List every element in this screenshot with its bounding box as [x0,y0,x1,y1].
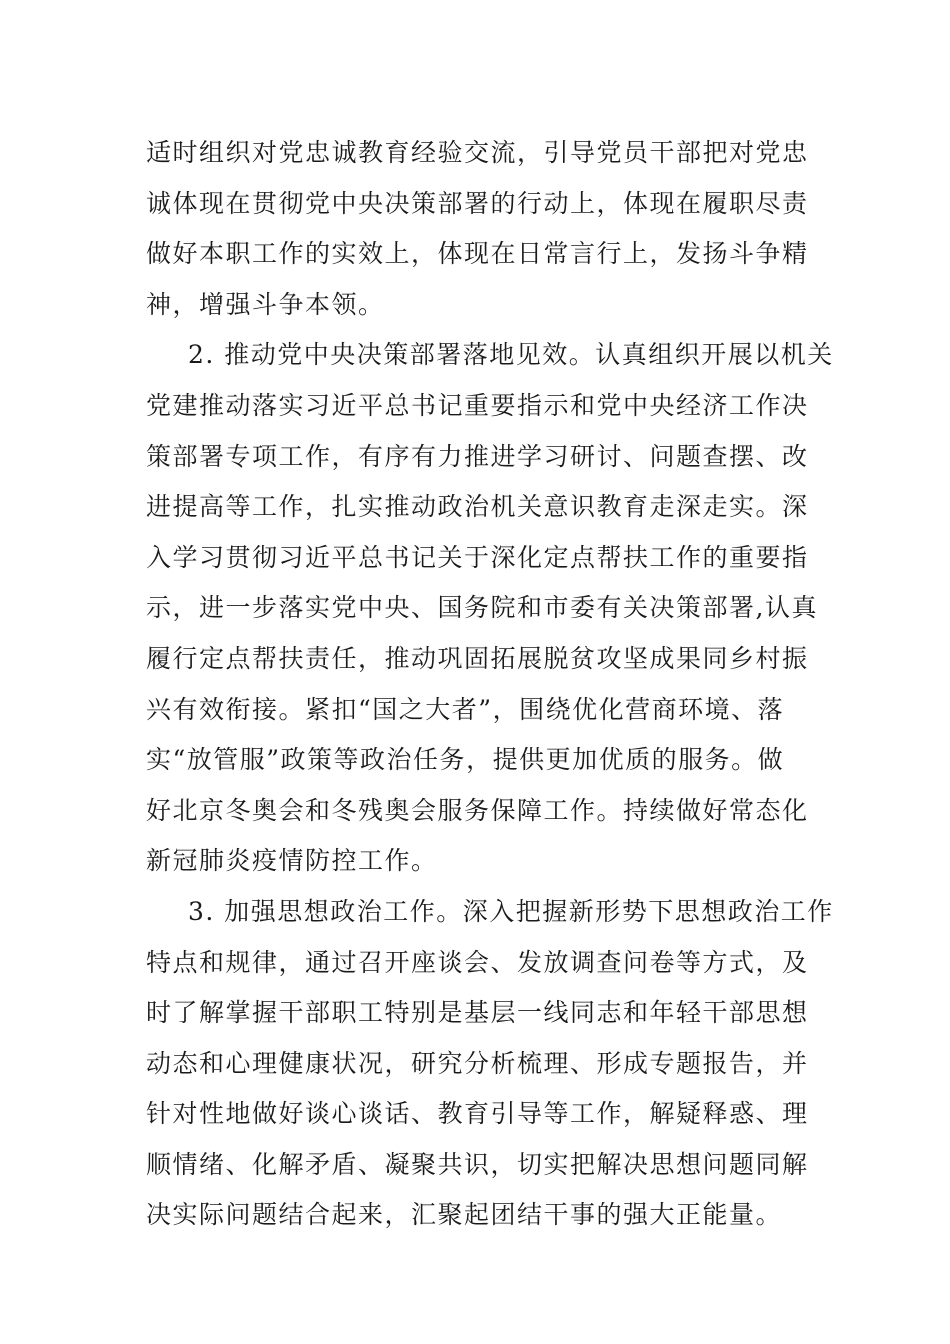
text-line: 神，增强斗争本领。 [146,289,385,319]
paragraph-continuation [146,128,809,330]
text-line: 党建推动落实习近平总书记重要指示和党中央经济工作决 [146,390,809,420]
text-line: 特点和规律，通过召开座谈会、发放调查问卷等方式，及 [146,947,809,977]
text-line: 决实际问题结合起来，汇聚起团结干事的强大正能量。 [146,1200,783,1230]
text-line: 履行定点帮扶责任，推动巩固拓展脱贫攻坚成果同乡村振 [146,643,809,673]
paragraph-item-2 [146,330,834,887]
text-line: 兴有效衔接。紧扣“国之大者”，围绕优化营商环境、落 [146,694,785,724]
text-line: 时了解掌握干部职工特别是基层一线同志和年轻干部思想 [146,998,809,1028]
paragraph-item-3 [146,887,834,1241]
text-line: 示，进一步落实党中央、国务院和市委有关决策部署,认真 [146,593,818,623]
document-body [146,128,834,1241]
text-line: 进提高等工作，扎实推动政治机关意识教育走深走实。深 [146,492,809,522]
text-line: 适时组织对党忠诚教育经验交流，引导党员干部把对党忠 [146,138,809,167]
text-line: 策部署专项工作，有序有力推进学习研讨、问题查摆、改 [146,441,809,471]
text-line-first: 3. 加强思想政治工作。深入把握新形势下思想政治工作 [188,896,834,926]
text-line: 动态和心理健康状况，研究分析梳理、形成专题报告，并 [146,1048,809,1078]
text-line: 实“放管服”政策等政治任务，提供更加优质的服务。做 [146,745,785,775]
text-line: 入学习贯彻习近平总书记关于深化定点帮扶工作的重要指 [146,542,809,572]
text-line: 顺情绪、化解矛盾、凝聚共识，切实把解决思想问题同解 [146,1149,809,1179]
text-line: 好北京冬奥会和冬残奥会服务保障工作。持续做好常态化 [146,795,809,825]
text-line: 针对性地做好谈心谈话、教育引导等工作，解疑释惑、理 [146,1099,809,1129]
text-line: 做好本职工作的实效上，体现在日常言行上，发扬斗争精 [146,239,809,269]
text-line: 新冠肺炎疫情防控工作。 [146,846,438,876]
text-line: 诚体现在贯彻党中央决策部署的行动上，体现在履职尽责 [146,188,809,218]
text-line-first: 2. 推动党中央决策部署落地见效。认真组织开展以机关 [188,340,834,370]
